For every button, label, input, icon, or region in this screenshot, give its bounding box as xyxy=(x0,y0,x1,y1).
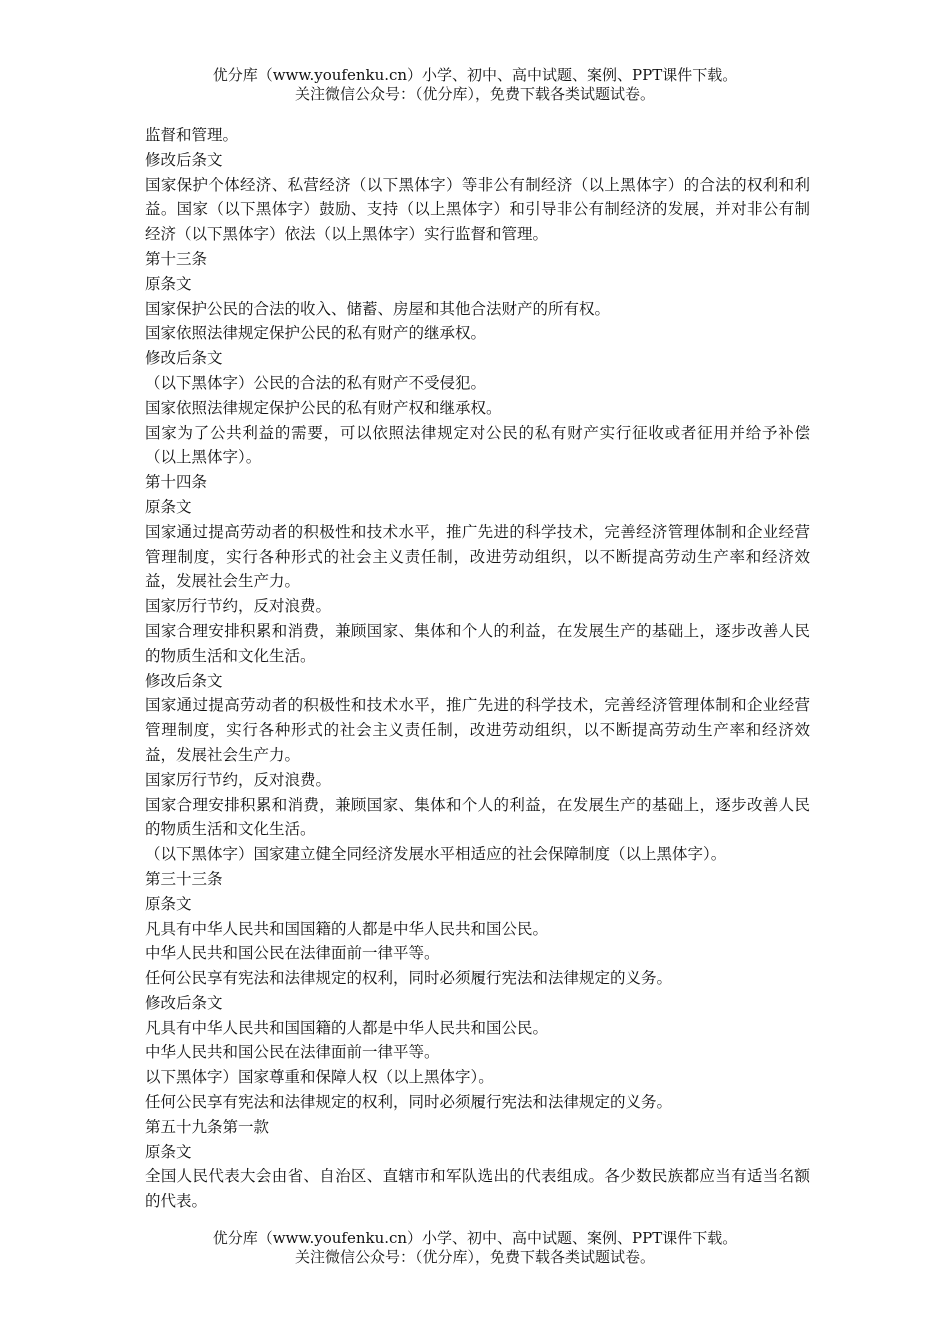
paragraph: （以下黑体字）国家建立健全同经济发展水平相适应的社会保障制度（以上黑体字）。 xyxy=(145,845,727,864)
footer-line-2: 关注微信公众号：（优分库），免费下载各类试题试卷。 xyxy=(294,1248,655,1266)
paragraph: 国家通过提高劳动者的积极性和技术水平，推广先进的科学技术，完善经济管理体制和企业经营管理制度，实行各种形式的社会主义责任制，改进劳动组织，以不断提高劳动生产率和经济效益，发展社会生产力。 xyxy=(145,696,810,764)
paragraph: 任何公民享有宪法和法律规定的权利，同时必须履行宪法和法律规定的义务。 xyxy=(145,969,673,988)
article-heading: 第十四条 xyxy=(145,473,208,492)
article-heading: 第五十九条第一款 xyxy=(145,1117,270,1136)
section-label: 修改后条文 xyxy=(145,671,223,690)
paragraph: 中华人民共和国公民在法律面前一律平等。 xyxy=(145,944,440,963)
paragraph: 凡具有中华人民共和国国籍的人都是中华人民共和国公民。 xyxy=(145,1018,549,1037)
paragraph: 国家厉行节约，反对浪费。 xyxy=(145,597,332,616)
paragraph: 国家依照法律规定保护公民的私有财产权和继承权。 xyxy=(145,398,502,417)
paragraph: 国家保护公民的合法的收入、储蓄、房屋和其他合法财产的所有权。 xyxy=(145,299,611,318)
section-label: 原条文 xyxy=(145,497,192,516)
article-heading: 第十三条 xyxy=(145,249,208,268)
section-label: 修改后条文 xyxy=(145,349,223,368)
paragraph: 任何公民享有宪法和法律规定的权利，同时必须履行宪法和法律规定的义务。 xyxy=(145,1093,673,1112)
paragraph: 国家通过提高劳动者的积极性和技术水平，推广先进的科学技术，完善经济管理体制和企业经营管理制度，实行各种形式的社会主义责任制，改进劳动组织，以不断提高劳动生产率和经济效益，发展社会生产力。 xyxy=(145,522,810,591)
paragraph: 国家依照法律规定保护公民的私有财产的继承权。 xyxy=(145,324,487,343)
paragraph: 监督和管理。 xyxy=(145,126,239,144)
paragraph: 国家保护个体经济、私营经济（以下黑体字）等非公有制经济（以上黑体字）的合法的权利和利益。国家（以下黑体字）鼓励、支持（以上黑体字）和引导非公有制经济的发展，并对非公有制经济（以下黑体字）依法（以上黑体字）实行监督和管理。 xyxy=(145,175,810,244)
paragraph: 中华人民共和国公民在法律面前一律平等。 xyxy=(145,1043,440,1062)
section-label: 原条文 xyxy=(145,1142,192,1161)
paragraph: 国家合理安排积累和消费，兼顾国家、集体和个人的利益，在发展生产的基础上，逐步改善人民的物质生活和文化生活。 xyxy=(145,621,810,665)
paragraph: 国家为了公共利益的需要，可以依照法律规定对公民的私有财产实行征收或者征用并给予补偿（以上黑体字）。 xyxy=(145,423,810,467)
footer-line-1: 优分库（www.youfenku.cn）小学、初中、高中试题、案例、PPT课件下载。 xyxy=(212,1229,738,1247)
paragraph: 凡具有中华人民共和国国籍的人都是中华人民共和国公民。 xyxy=(145,919,549,938)
page-header xyxy=(0,66,950,104)
section-label: 原条文 xyxy=(145,274,192,293)
article-heading: 第三十三条 xyxy=(145,869,223,888)
section-label: 修改后条文 xyxy=(145,993,223,1012)
section-label: 修改后条文 xyxy=(145,150,223,169)
paragraph: 国家合理安排积累和消费，兼顾国家、集体和个人的利益，在发展生产的基础上，逐步改善人民的物质生活和文化生活。 xyxy=(145,795,810,839)
paragraph: 全国人民代表大会由省、自治区、直辖市和军队选出的代表组成。各少数民族都应当有适当名额的代表。 xyxy=(145,1167,810,1211)
header-line-2: 关注微信公众号：（优分库），免费下载各类试题试卷。 xyxy=(294,85,655,103)
header-line-1: 优分库（www.youfenku.cn）小学、初中、高中试题、案例、PPT课件下载。 xyxy=(212,66,738,84)
paragraph: （以下黑体字）公民的合法的私有财产不受侵犯。 xyxy=(145,373,487,392)
page-footer xyxy=(0,1229,950,1267)
paragraph: 国家厉行节约，反对浪费。 xyxy=(145,770,332,789)
document-body xyxy=(145,123,810,1214)
paragraph: 以下黑体字）国家尊重和保障人权（以上黑体字）。 xyxy=(145,1068,494,1087)
section-label: 原条文 xyxy=(145,894,192,913)
